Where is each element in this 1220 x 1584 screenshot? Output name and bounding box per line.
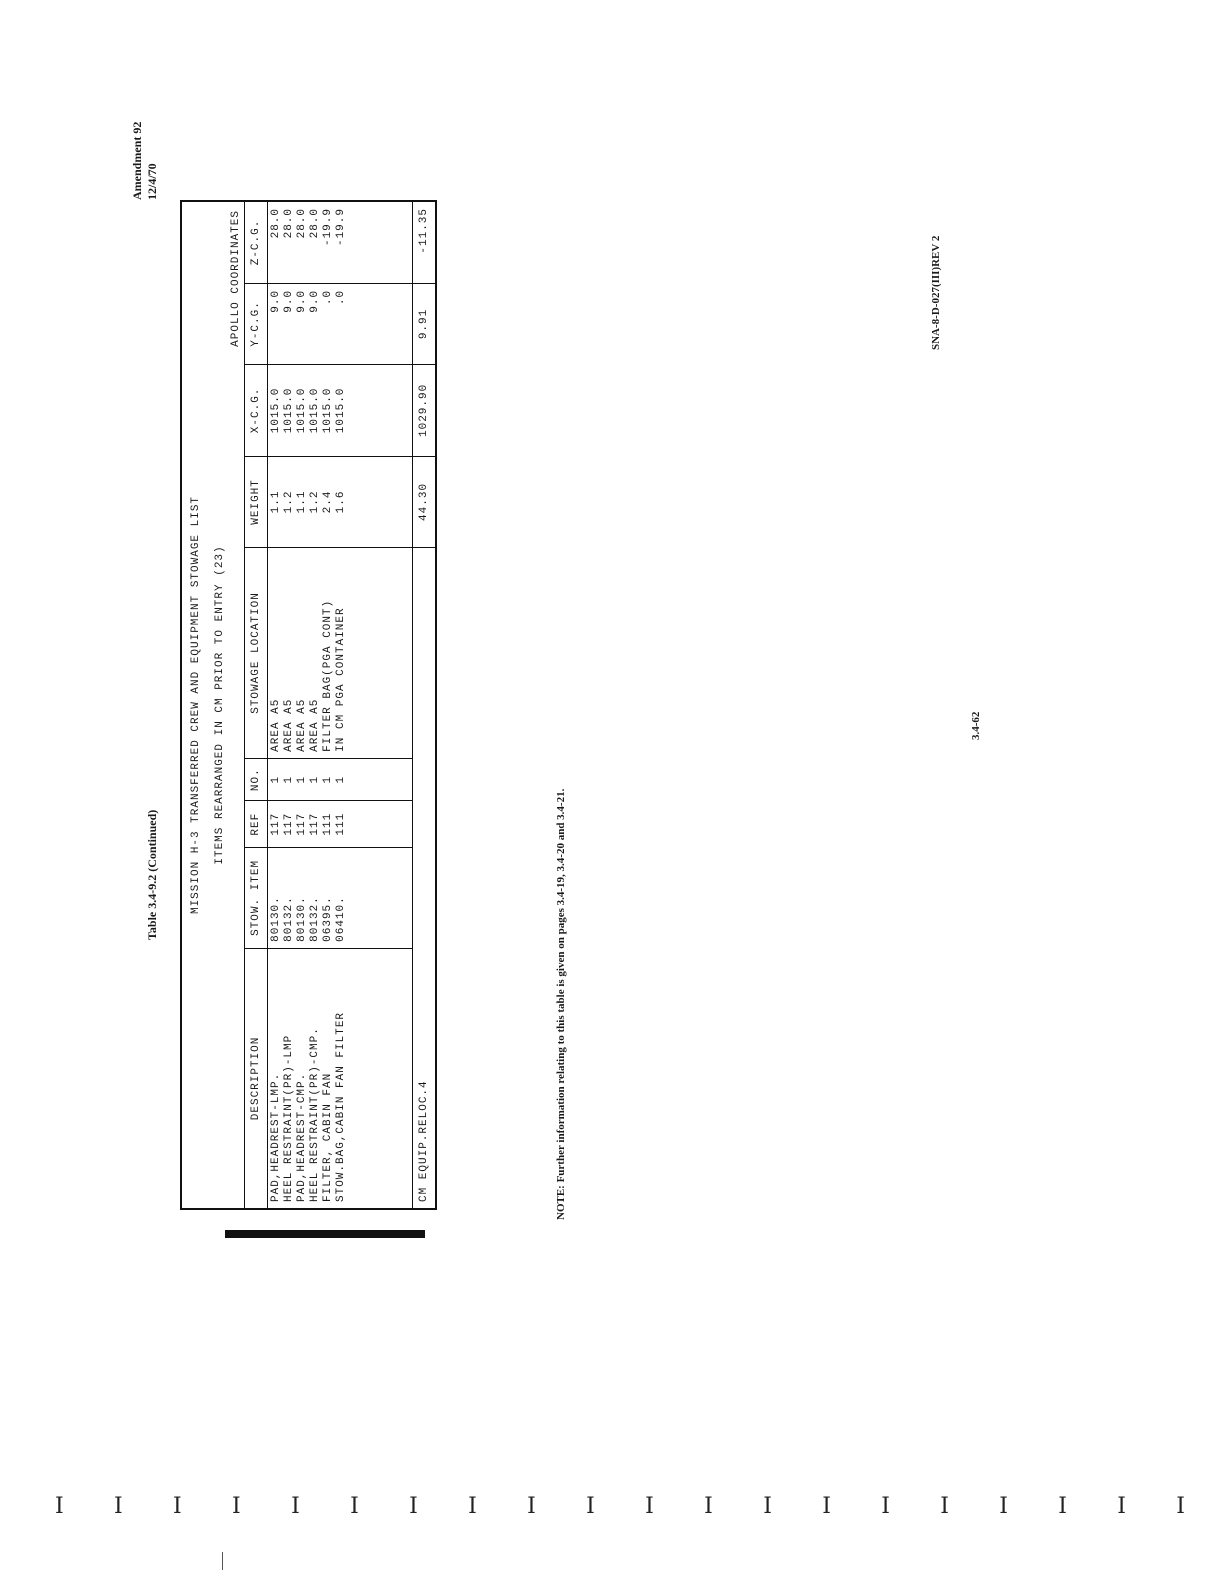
cell-weight xyxy=(268,456,413,547)
table-cell: 1 xyxy=(335,775,347,784)
binding-mark: I xyxy=(527,1494,536,1519)
binding-marks xyxy=(55,1488,1185,1518)
table-cell: .0 xyxy=(335,289,347,306)
table-cell: 06395. xyxy=(322,896,334,942)
binding-mark: I xyxy=(999,1494,1008,1519)
table-title: MISSION H-3 TRANSFERRED CREW AND EQUIPMENT STOWAGE LIST xyxy=(190,495,202,915)
table-cell: 9.0 xyxy=(283,289,295,313)
table-cell: 1.6 xyxy=(335,490,347,514)
table-cell: 1.1 xyxy=(296,490,308,514)
heavy-rule xyxy=(225,1230,425,1238)
amendment-number: Amendment 92 xyxy=(130,121,144,200)
table-cell: .0 xyxy=(322,289,334,306)
col-stow-item: STOW. ITEM xyxy=(245,847,268,948)
binding-mark: I xyxy=(232,1494,241,1519)
page-number: 3.4-62 xyxy=(970,711,982,740)
binding-mark: I xyxy=(763,1494,772,1519)
table-cell: -19.9 xyxy=(322,208,334,247)
stowage-table xyxy=(180,200,437,1210)
table-cell: 111 xyxy=(322,812,334,836)
table-cell: 1 xyxy=(270,775,282,784)
col-description: DESCRIPTION xyxy=(245,948,268,1209)
binding-mark: I xyxy=(409,1494,418,1519)
col-ref: REF xyxy=(245,801,268,847)
table-row: HEEL RESTRAINT(PR)-CMP. xyxy=(309,1027,321,1202)
binding-mark: I xyxy=(1058,1494,1067,1519)
binding-mark: I xyxy=(468,1494,477,1519)
binding-mark: I xyxy=(881,1494,890,1519)
edge-tick xyxy=(222,1552,223,1570)
cell-description xyxy=(268,948,413,1209)
table-cell: 1 xyxy=(309,775,321,784)
binding-mark: I xyxy=(645,1494,654,1519)
table-cell: 80132. xyxy=(283,896,295,942)
cell-x-cg xyxy=(268,365,413,457)
col-y-cg: Y-C.G. xyxy=(245,283,268,364)
amendment-block xyxy=(130,122,160,200)
binding-mark: I xyxy=(704,1494,713,1519)
cell-y-cg xyxy=(268,283,413,364)
table-cell: 117 xyxy=(270,812,282,836)
table-row: PAD,HEADREST-CMP. xyxy=(296,1072,308,1202)
table-cell: AREA A5 xyxy=(270,698,282,752)
binding-mark: I xyxy=(55,1494,64,1519)
table-cell: 1.2 xyxy=(283,490,295,514)
table-cell: 1.2 xyxy=(309,490,321,514)
table-cell: 80130. xyxy=(296,896,308,942)
binding-mark: I xyxy=(114,1494,123,1519)
table-cell: 117 xyxy=(283,812,295,836)
table-row: HEEL RESTRAINT(PR)-LMP xyxy=(283,1034,295,1202)
total-label: CM EQUIP.RELOC.4 xyxy=(413,548,437,1209)
table-cell: 1015.0 xyxy=(296,387,308,434)
cell-stowage-location xyxy=(268,548,413,759)
table-cell: 1015.0 xyxy=(270,387,282,434)
table-cell: 9.0 xyxy=(309,289,321,313)
table-cell: AREA A5 xyxy=(283,698,295,752)
total-z-cg: -11.35 xyxy=(413,201,437,283)
table-cell: 06410. xyxy=(335,896,347,942)
table-cell: 28.0 xyxy=(296,208,308,239)
table-cell: 1 xyxy=(283,775,295,784)
table-cell: 117 xyxy=(309,812,321,836)
table-cell: 2.4 xyxy=(322,490,334,514)
binding-mark: I xyxy=(822,1494,831,1519)
table-cell: 1015.0 xyxy=(322,387,334,434)
coordinates-group-header: APOLLO COORDINATES xyxy=(230,210,242,347)
table-caption: Table 3.4-9.2 (Continued) xyxy=(145,809,159,940)
amendment-date: 12/4/70 xyxy=(145,163,159,200)
table-row: FILTER, CABIN FAN xyxy=(322,1072,334,1202)
binding-mark: I xyxy=(173,1494,182,1519)
document-id: SNA-8-D-027(III)REV 2 xyxy=(930,235,942,350)
total-weight: 44.30 xyxy=(413,456,437,547)
cell-z-cg xyxy=(268,201,413,283)
table-cell: -19.9 xyxy=(335,208,347,247)
table-subtitle: ITEMS REARRANGED IN CM PRIOR TO ENTRY (23) xyxy=(214,545,226,865)
table-cell: 1015.0 xyxy=(335,387,347,434)
binding-mark: I xyxy=(1176,1494,1185,1519)
table-cell: 1 xyxy=(296,775,308,784)
binding-mark: I xyxy=(1117,1494,1126,1519)
table-cell: AREA A5 xyxy=(296,698,308,752)
total-y-cg: 9.91 xyxy=(413,283,437,364)
table-cell: 1.1 xyxy=(270,490,282,514)
table-row: STOW.BAG,CABIN FAN FILTER xyxy=(335,1011,347,1202)
col-x-cg: X-C.G. xyxy=(245,365,268,457)
binding-mark: I xyxy=(291,1494,300,1519)
total-x-cg: 1029.90 xyxy=(413,365,437,457)
table-cell: 1015.0 xyxy=(309,387,321,434)
table-cell: FILTER BAG(PGA CONT) xyxy=(322,599,334,752)
table-cell: 1015.0 xyxy=(283,387,295,434)
table-cell: 28.0 xyxy=(283,208,295,239)
table-cell: 117 xyxy=(296,812,308,836)
binding-mark: I xyxy=(586,1494,595,1519)
table-cell: AREA A5 xyxy=(309,698,321,752)
table-note: NOTE: Further information relating to this table is given on pages 3.4-19, 3.4-20 and 3.4-21. xyxy=(555,788,567,1220)
binding-mark: I xyxy=(940,1494,949,1519)
table-cell: 80130. xyxy=(270,896,282,942)
col-no: NO. xyxy=(245,758,268,801)
table-cell: 9.0 xyxy=(270,289,282,313)
col-z-cg: Z-C.G. xyxy=(245,201,268,283)
cell-stow-item xyxy=(268,847,413,948)
cell-ref xyxy=(268,801,413,847)
binding-mark: I xyxy=(350,1494,359,1519)
table-cell: 1 xyxy=(322,775,334,784)
col-stowage-location: STOWAGE LOCATION xyxy=(245,548,268,759)
table-cell: 80132. xyxy=(309,896,321,942)
table-row: PAD,HEADREST-LMP. xyxy=(270,1072,282,1202)
col-weight: WEIGHT xyxy=(245,456,268,547)
table-cell: 9.0 xyxy=(296,289,308,313)
table-cell: 111 xyxy=(335,812,347,836)
table-cell: 28.0 xyxy=(309,208,321,239)
rotated-page-content xyxy=(120,121,1020,1300)
table-cell: IN CM PGA CONTAINER xyxy=(335,607,347,752)
table-cell: 28.0 xyxy=(270,208,282,239)
cell-no xyxy=(268,758,413,801)
